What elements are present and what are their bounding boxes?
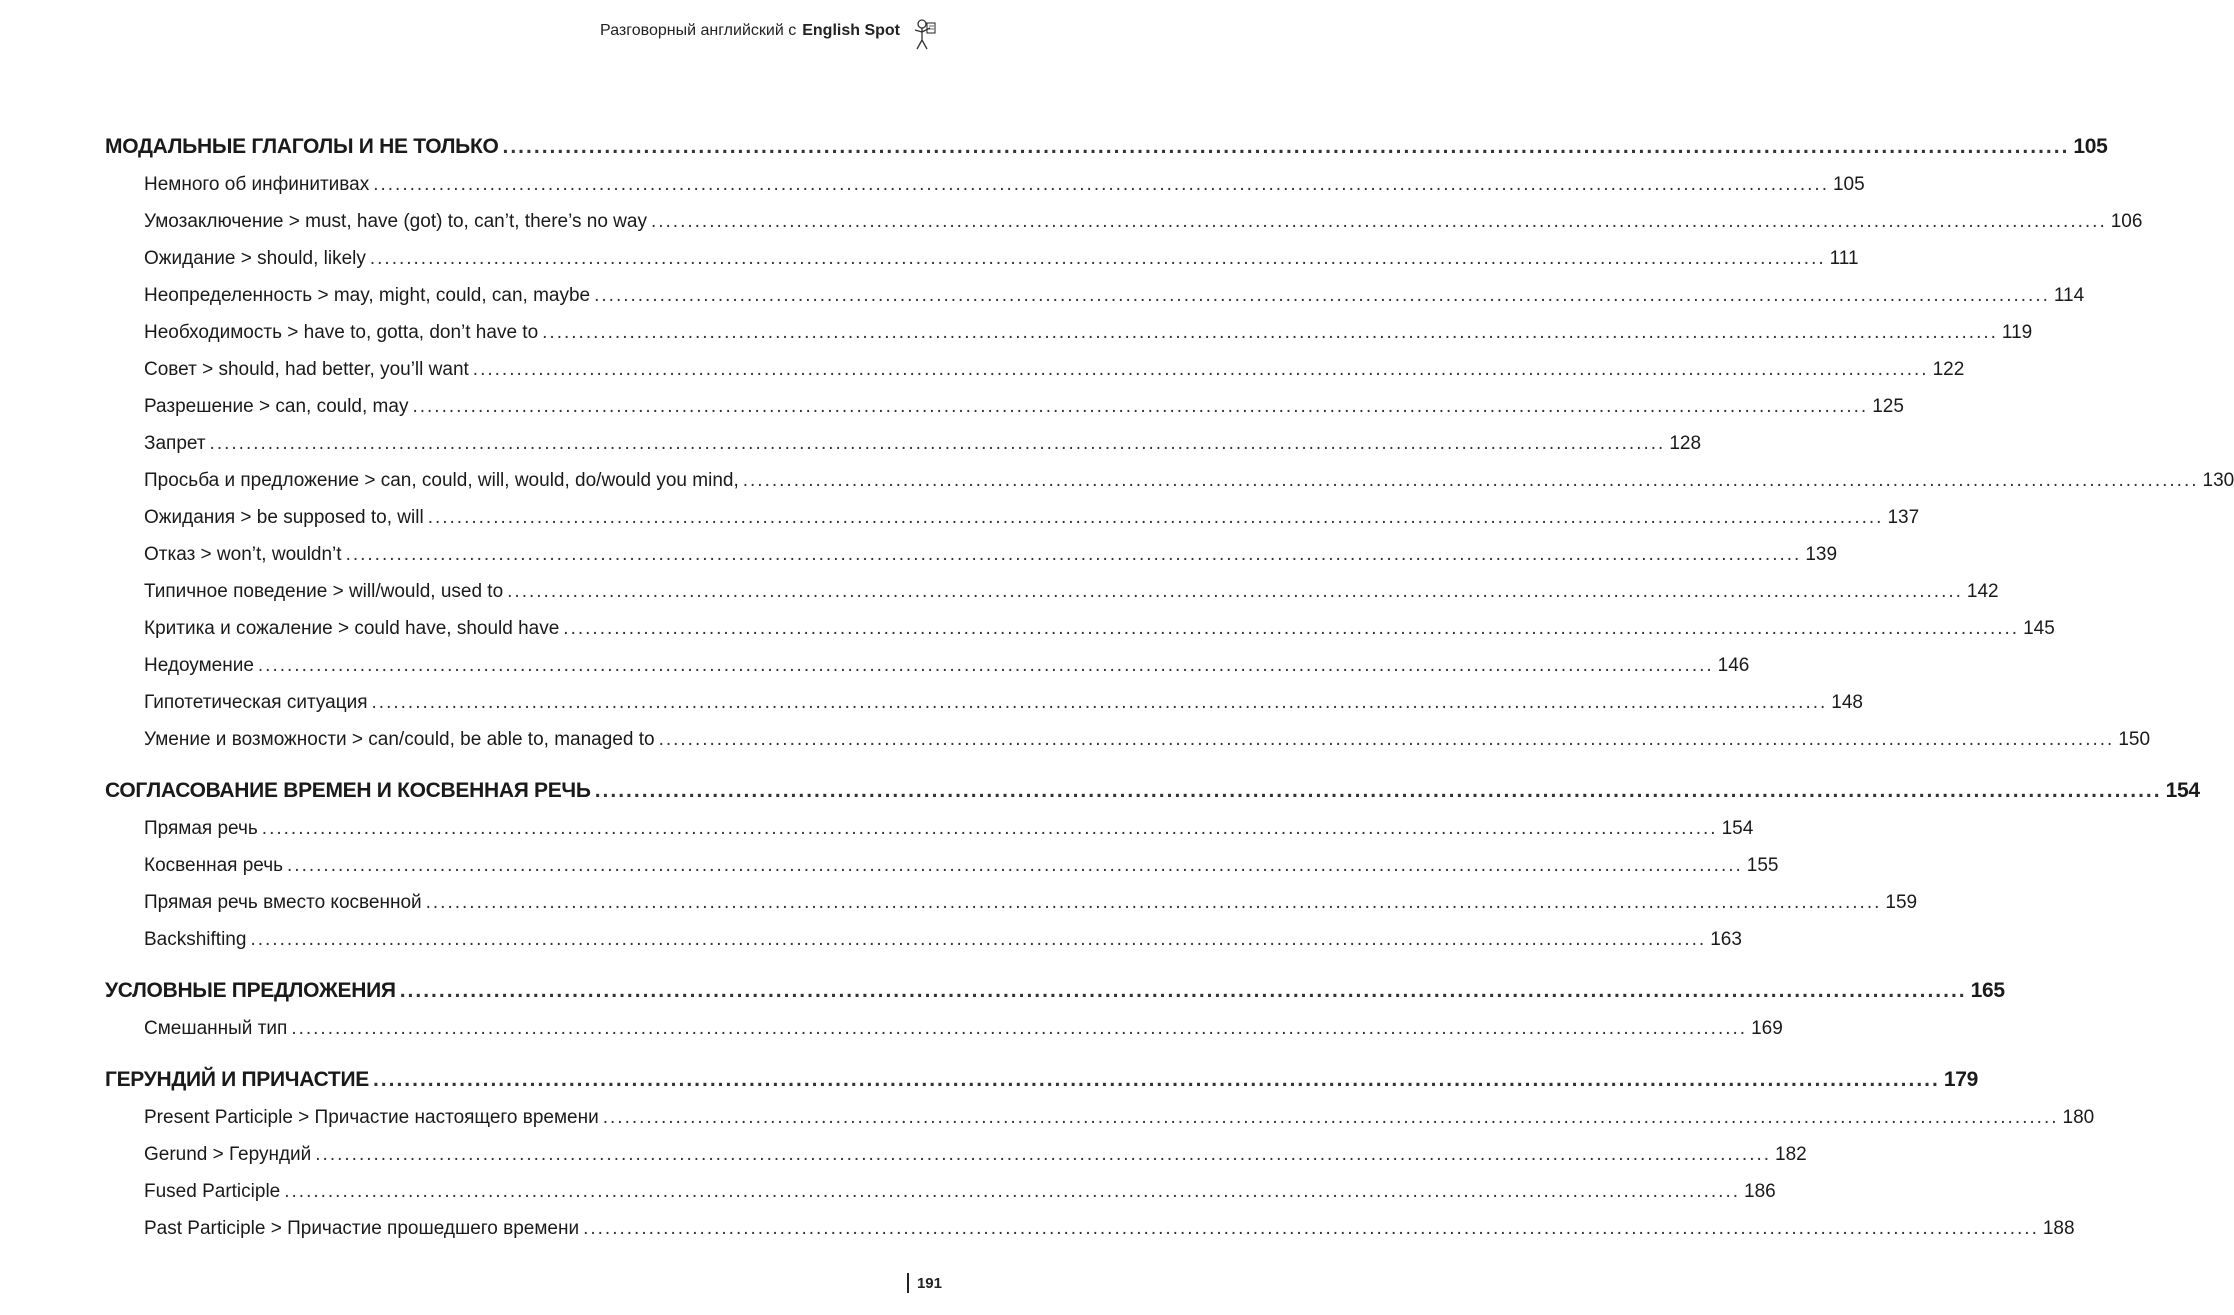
entry-page: 122	[1932, 359, 1965, 380]
entry-title: Past Participle > Причастие прошедшего времени	[144, 1218, 580, 1239]
reading-person-icon	[910, 16, 938, 56]
dot-leader: ........................................................................................................................................................................................................	[250, 929, 1707, 950]
entry-title: Немного об инфинитивах	[144, 174, 370, 195]
entry-title: Косвенная речь	[144, 855, 284, 876]
dot-leader: ........................................................................................................................................................................................................	[507, 581, 1963, 602]
dot-leader: ........................................................................................................................................................................................................	[583, 1218, 2039, 1239]
toc-entry[interactable]	[105, 351, 1965, 388]
entry-page: 188	[2042, 1218, 2075, 1239]
section-page: 165	[1970, 979, 2005, 1002]
toc-entry[interactable]	[105, 388, 1904, 425]
page-number-bar	[907, 1273, 909, 1293]
toc-entry[interactable]	[105, 847, 1779, 884]
toc-entry[interactable]	[105, 203, 2143, 240]
entry-title: Недоумение	[144, 655, 254, 676]
dot-leader: ........................................................................................................................................................................................................	[257, 655, 1714, 676]
running-header-text: Разговорный английский с	[600, 22, 797, 39]
entry-title: Типичное поведение > will/would, used to	[144, 581, 504, 602]
toc-section	[105, 128, 2234, 758]
entry-page: 137	[1887, 507, 1920, 528]
toc-entry[interactable]	[105, 277, 2085, 314]
toc-entry[interactable]	[105, 1173, 1776, 1210]
dot-leader: ........................................................................................................................................................................................................	[287, 855, 1743, 876]
entry-page: 145	[2023, 618, 2055, 639]
dot-leader: ........................................................................................................................................................................................................	[261, 818, 1718, 839]
entry-title: Необходимость > have to, gotta, don’t have to	[144, 322, 539, 343]
toc-entry[interactable]	[105, 1099, 2095, 1136]
dot-leader: ........................................................................................................................................................................................................	[602, 1107, 2059, 1128]
dot-leader: ........................................................................................................................................................................................................	[412, 396, 1869, 417]
entry-page: 139	[1805, 544, 1838, 565]
toc-entry[interactable]	[105, 240, 1859, 277]
running-header-brand: English Spot	[802, 22, 900, 39]
toc-entry[interactable]	[105, 462, 2234, 499]
section-page: 105	[2073, 135, 2108, 158]
toc-entry[interactable]	[105, 1136, 1807, 1173]
toc-entry[interactable]	[105, 573, 1999, 610]
entry-page: 128	[1669, 433, 1702, 454]
page-number-value: 191	[916, 1274, 942, 1292]
toc-section-heading[interactable]	[105, 772, 2200, 810]
entry-title: Смешанный тип	[144, 1018, 288, 1039]
toc-entry[interactable]	[105, 610, 2055, 647]
toc-entry[interactable]	[105, 425, 1702, 462]
entry-title: Ожидание > should, likely	[144, 248, 366, 269]
dot-leader: ........................................................................................................................................................................................................	[369, 248, 1826, 269]
page-number	[907, 1273, 942, 1293]
dot-leader: ........................................................................................................................................................................................................	[425, 892, 1882, 913]
entry-page: 155	[1746, 855, 1779, 876]
entry-page: 125	[1872, 396, 1904, 417]
section-title: ГЕРУНДИЙ И ПРИЧАСТИЕ	[105, 1068, 369, 1091]
entry-title: Прямая речь	[144, 818, 258, 839]
toc-entry[interactable]	[105, 1010, 1783, 1047]
toc-section-heading[interactable]	[105, 972, 2005, 1010]
toc-section-heading[interactable]	[105, 1061, 1978, 1099]
entry-title: Умение и возможности > can/could, be able to, managed to	[144, 729, 655, 750]
entry-title: Present Participle > Причастие настоящего времени	[144, 1107, 599, 1128]
section-title: СОГЛАСОВАНИЕ ВРЕМЕН И КОСВЕННАЯ РЕЧЬ	[105, 779, 591, 802]
entry-title: Критика и сожаление > could have, should have	[144, 618, 560, 639]
entry-title: Backshifting	[144, 929, 247, 950]
entry-title: Fused Participle	[144, 1181, 281, 1202]
dot-leader: ........................................................................................................................................................................................................	[650, 211, 2107, 232]
dot-leader: ........................................................................................................................................................................................................	[658, 729, 2115, 750]
entry-page: 148	[1831, 692, 1863, 713]
dot-leader: ........................................................................................................................................................................................................	[427, 507, 1884, 528]
entry-title: Умозаключение > must, have (got) to, can’t, there’s no way	[144, 211, 647, 232]
toc-entry[interactable]	[105, 166, 1865, 203]
dot-leader: ........................................................................................................................................................................................................	[742, 470, 2199, 491]
dot-leader: ........................................................................................................................................................................................................	[594, 285, 2050, 306]
dot-leader: ........................................................................................................................................................................................................	[284, 1181, 1740, 1202]
toc-section-heading[interactable]	[105, 128, 2108, 166]
toc-entry[interactable]	[105, 921, 1742, 958]
entry-page: 111	[1829, 248, 1859, 269]
dot-leader: ........................................................................................................................................................................................................	[472, 359, 1929, 380]
dot-leader: ........................................................................................................................................................................................................	[372, 1068, 1940, 1091]
entry-title: Прямая речь вместо косвенной	[144, 892, 422, 913]
entry-title: Разрешение > can, could, may	[144, 396, 409, 417]
entry-page: 119	[2001, 322, 2033, 343]
entry-page: 150	[2118, 729, 2151, 750]
toc-entry[interactable]	[105, 314, 2033, 351]
table-of-contents	[105, 128, 2234, 1261]
entry-title: Ожидания > be supposed to, will	[144, 507, 424, 528]
entry-page: 130	[2202, 470, 2234, 491]
entry-page: 105	[1832, 174, 1865, 195]
entry-title: Запрет	[144, 433, 206, 454]
toc-section	[105, 772, 2200, 958]
entry-page: 146	[1717, 655, 1750, 676]
toc-entry[interactable]	[105, 884, 1918, 921]
dot-leader: ........................................................................................................................................................................................................	[315, 1144, 1772, 1165]
entry-page: 180	[2062, 1107, 2095, 1128]
running-header	[600, 22, 932, 40]
entry-title: Неопределенность > may, might, could, can, maybe	[144, 285, 591, 306]
section-title: УСЛОВНЫЕ ПРЕДЛОЖЕНИЯ	[105, 979, 396, 1002]
entry-title: Просьба и предложение > can, could, will, would, do/would you mind,	[144, 470, 739, 491]
toc-entry[interactable]	[105, 536, 1838, 573]
entry-page: 114	[2053, 285, 2085, 306]
toc-section	[105, 1061, 2095, 1247]
entry-page: 163	[1710, 929, 1742, 950]
entry-page: 142	[1966, 581, 1999, 602]
entry-page: 159	[1885, 892, 1918, 913]
toc-entry[interactable]	[105, 647, 1750, 684]
dot-leader: ........................................................................................................................................................................................................	[291, 1018, 1748, 1039]
dot-leader: ........................................................................................................................................................................................................	[563, 618, 2020, 639]
toc-section	[105, 972, 2005, 1047]
entry-page: 186	[1744, 1181, 1776, 1202]
toc-entry[interactable]	[105, 721, 2151, 758]
entry-page: 182	[1775, 1144, 1807, 1165]
entry-page: 169	[1751, 1018, 1783, 1039]
dot-leader: ........................................................................................................................................................................................................	[373, 174, 1829, 195]
entry-title: Отказ > won’t, wouldn’t	[144, 544, 342, 565]
entry-page: 106	[2110, 211, 2143, 232]
entry-title: Гипотетическая ситуация	[144, 692, 368, 713]
dot-leader: ........................................................................................................................................................................................................	[345, 544, 1802, 565]
entry-title: Gerund > Герундий	[144, 1144, 312, 1165]
toc-entry[interactable]	[105, 499, 1920, 536]
section-page: 179	[1943, 1068, 1978, 1091]
entry-title: Совет > should, had better, you’ll want	[144, 359, 469, 380]
dot-leader: ........................................................................................................................................................................................................	[209, 433, 1666, 454]
section-page: 154	[2165, 779, 2200, 802]
dot-leader: ........................................................................................................................................................................................................	[371, 692, 1828, 713]
toc-entry[interactable]	[105, 684, 1863, 721]
toc-entry[interactable]	[105, 1210, 2075, 1247]
toc-entry[interactable]	[105, 810, 1754, 847]
dot-leader: ........................................................................................................................................................................................................	[594, 779, 2162, 802]
dot-leader: ........................................................................................................................................................................................................	[502, 135, 2070, 158]
dot-leader: ........................................................................................................................................................................................................	[399, 979, 1967, 1002]
section-title: МОДАЛЬНЫЕ ГЛАГОЛЫ И НЕ ТОЛЬКО	[105, 135, 499, 158]
entry-page: 154	[1721, 818, 1754, 839]
dot-leader: ........................................................................................................................................................................................................	[542, 322, 1998, 343]
